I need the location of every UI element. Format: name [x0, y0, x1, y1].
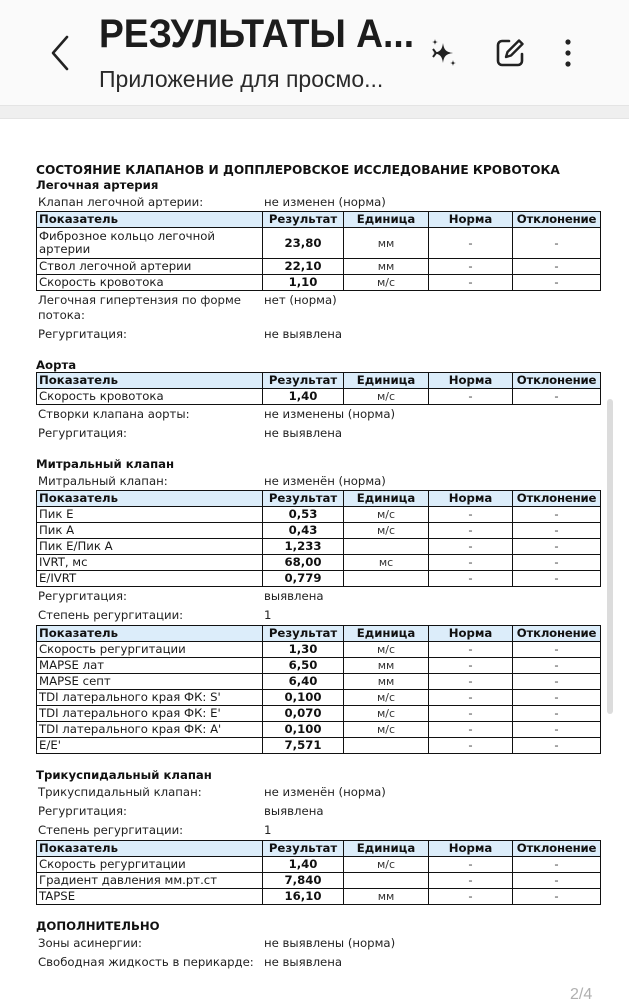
- sparkles-icon: [427, 36, 461, 70]
- vertical-scrollbar[interactable]: [607, 399, 613, 714]
- table-row: Скорость регургитации 1,30 м/с - -: [37, 642, 601, 658]
- report-section-heading: СОСТОЯНИЕ КЛАПАНОВ И ДОППЛЕРОВСКОЕ ИССЛЕДОВАНИЕ КРОВОТОКА: [36, 163, 560, 177]
- pulmonary-table: [36, 211, 601, 291]
- table-header-row: Показатель Результат Единица Норма Отклонение: [37, 373, 601, 389]
- page-indicator: 2/4: [570, 986, 593, 1000]
- table-row: E/IVRT 0,779 - -: [37, 571, 601, 587]
- edit-button[interactable]: [491, 34, 529, 72]
- table-row: MAPSE септ 6,40 мм - -: [37, 674, 601, 690]
- section-pulmonary-title: Легочная артерия: [36, 178, 159, 192]
- back-button[interactable]: [40, 28, 80, 78]
- more-vertical-icon: [549, 34, 587, 72]
- table-header-row: Показатель Результат Единица Норма Отклонение: [37, 841, 601, 857]
- table-row: TDI латерального края ФК: A' 0,100 м/с - -: [37, 722, 601, 738]
- table-row: TAPSE 16,10 мм - -: [37, 889, 601, 905]
- table-row: TDI латерального края ФК: E' 0,070 м/с - -: [37, 706, 601, 722]
- table-row: Пик A 0,43 м/с - -: [37, 523, 601, 539]
- table-row: IVRT, мс 68,00 мс - -: [37, 555, 601, 571]
- page-separator: [0, 105, 629, 119]
- table-header-row: Показатель Результат Единица Норма Отклонение: [37, 491, 601, 507]
- table-row: Пик E/Пик A 1,233 - -: [37, 539, 601, 555]
- table-row: Скорость кровотока 1,10 м/с - -: [37, 275, 601, 291]
- section-mitral-title: Митральный клапан: [36, 457, 175, 471]
- table-row: E/E' 7,571 - -: [37, 738, 601, 754]
- table-row: TDI латерального края ФК: S' 0,100 м/с - -: [37, 690, 601, 706]
- document-title: РЕЗУЛЬТАТЫ А...: [99, 12, 415, 56]
- ai-assist-button[interactable]: [425, 34, 463, 72]
- edit-pencil-icon: [493, 36, 527, 70]
- table-header-row: Показатель Результат Единица Норма Отклонение: [37, 212, 601, 228]
- table-row: Скорость регургитации 1,40 м/с - -: [37, 857, 601, 873]
- mitral-regurgitation-table: [36, 625, 601, 754]
- document-subtitle: Приложение для просмо...: [99, 66, 384, 92]
- table-header-row: Показатель Результат Единица Норма Отклонение: [37, 626, 601, 642]
- aorta-table: [36, 372, 601, 405]
- table-row: Градиент давления мм.рт.ст 7,840 - -: [37, 873, 601, 889]
- table-row: Фиброзное кольцо легочной артерии 23,80 мм - -: [37, 228, 601, 259]
- app-bar: [0, 0, 629, 105]
- table-row: MAPSE лат 6,50 мм - -: [37, 658, 601, 674]
- tricuspid-table: [36, 840, 601, 905]
- table-row: Пик E 0,53 м/с - -: [37, 507, 601, 523]
- table-row: Скорость кровотока 1,40 м/с - -: [37, 389, 601, 405]
- table-row: Ствол легочной артерии 22,10 мм - -: [37, 259, 601, 275]
- section-additional-title: ДОПОЛНИТЕЛЬНО: [36, 919, 160, 933]
- section-tricuspid-title: Трикуспидальный клапан: [36, 768, 212, 782]
- chevron-left-icon: [49, 35, 71, 71]
- mitral-table: [36, 490, 601, 587]
- section-aorta-title: Аорта: [36, 358, 77, 372]
- more-options-button[interactable]: [549, 34, 587, 72]
